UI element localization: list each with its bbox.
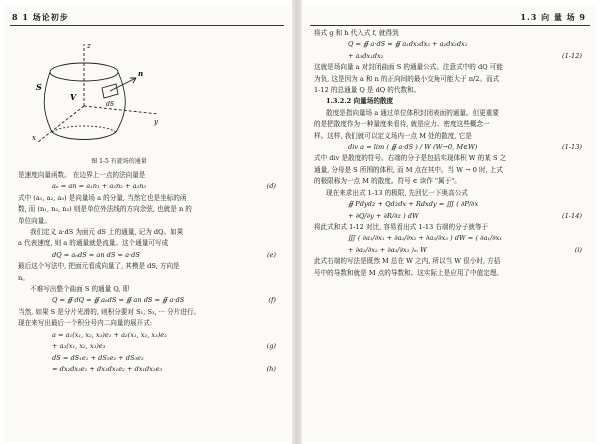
book-gutter bbox=[292, 0, 302, 444]
text-line: 的是把散度作为一种量度来看待, 就是应力、密度这些概念一 bbox=[314, 120, 490, 129]
equation-line bbox=[314, 51, 586, 62]
text-line: 散度是指向量场 a 通过单位体积封闭表面的通量。但更重要 bbox=[326, 108, 499, 117]
text-line: 是速度向量函数。 在边界上一点的法向量是 bbox=[18, 171, 146, 179]
equation-text: Q = ∯ dQ = ∯ aₙdS = ∯ an dS = ∯ a·dS bbox=[52, 296, 185, 305]
equation-text: aₙ = an = a₁n₁ + a₂n₂ + a₃n₃ bbox=[52, 182, 147, 191]
equation-text: ∭ ( ∂a₁/∂x₁ + ∂a₂/∂x₂ + ∂a₃/∂x₃ ) dW = ( ∂a₁/∂x₁ bbox=[348, 234, 503, 243]
equation-line bbox=[18, 364, 280, 375]
equation-number: (1-13) bbox=[562, 143, 582, 152]
text-line: 号中的导数和就是 M 点的导数和。这实际上是应用了中值定理。 bbox=[314, 268, 503, 277]
equation-text: Q = ∯ a·dS = ∯ a₁dx₂dx₃ + a₂dx₃dx₁ bbox=[348, 40, 468, 49]
fig-label-y: y bbox=[154, 118, 158, 126]
text-line: 最后这个写法中, 把面元看成向量了, 其模是 dS, 方向是 bbox=[18, 262, 180, 271]
text-line: 式中 div 是散度的符号。右端的分子是包括实现体积 W 的某 S 之 bbox=[314, 154, 507, 163]
header-rule bbox=[10, 25, 284, 26]
equation-text: dS = dS₁e₁ + dS₂e₂ + dS₃e₃ bbox=[52, 353, 144, 362]
text-line: 现在来写出最后一个积分号内二向量的展开式: bbox=[18, 319, 153, 328]
equation-line bbox=[314, 199, 586, 210]
equation-number: (g) bbox=[266, 342, 276, 351]
equation-line bbox=[18, 295, 280, 306]
equation-line bbox=[18, 250, 280, 261]
equation-text: ∯ Pdydz + Qdzdx + Rdxdy = ∭ ( ∂P/∂x bbox=[348, 200, 479, 209]
equation-text: div a = lim ( ∯ a·dS ) / W (W→0, M∈W) bbox=[348, 143, 478, 152]
equation-line bbox=[314, 211, 586, 222]
equation-line bbox=[18, 330, 280, 341]
fig-label-ds: dS bbox=[106, 101, 114, 108]
text-line: 单位向量。 bbox=[18, 216, 51, 225]
right-page bbox=[304, 6, 596, 442]
text-line: 此式右端的写法是既然 M 总在 W 之内, 所以当 W 很小时, 方括 bbox=[314, 257, 501, 266]
equation-text: + ∂Q/∂y + ∂R/∂z ) dW bbox=[348, 211, 419, 220]
header-rule bbox=[310, 25, 590, 26]
left-page-body bbox=[18, 170, 280, 375]
text-line: 这就是场向量 a 对封闭曲面 S 的通量公式。注意式中的 dQ 可能 bbox=[314, 63, 503, 72]
equation-line bbox=[314, 39, 586, 50]
barrel-bottom-hidden bbox=[52, 126, 116, 132]
figure-caption: 图 1-5 有旋场的通量 bbox=[91, 158, 147, 165]
flux-figure bbox=[24, 40, 164, 152]
left-page-header: 8 1 场论初步 bbox=[12, 12, 69, 22]
equation-line bbox=[314, 142, 586, 153]
equation-number: (d) bbox=[266, 182, 276, 191]
text-line: a 代表速度, 则 a 的通量就是流量。这个通量可写成 bbox=[18, 239, 169, 248]
y-axis bbox=[84, 106, 158, 114]
fig-label-v: V bbox=[70, 92, 77, 102]
equation-line bbox=[314, 245, 586, 256]
text-line: 的极限称为一点 M 的散度。符号 ∈ 读作 "属于"。 bbox=[314, 177, 461, 186]
section-heading: 1.3.2.2 向量场的散度 bbox=[326, 97, 394, 106]
equation-text: + a₃dx₁dx₂ bbox=[348, 51, 384, 60]
equation-line bbox=[18, 353, 280, 364]
equation-number: (1-12) bbox=[562, 51, 582, 60]
text-line: 式中 (a₁, a₂, a₃) 是向量场 a 的分量, 当然它也是坐标的函 bbox=[18, 193, 187, 202]
equation-text: = dx₂dx₃e₁ + dx₃dx₁e₂ + dx₁dx₂e₃ bbox=[52, 364, 163, 373]
text-line: 现在来求出式 1-13 的极限, 先回忆一下奥高公式 bbox=[326, 188, 468, 197]
text-line: 我们定义 a·dS 为面元 dS 上的通量, 记为 dQ。如果 bbox=[30, 228, 184, 237]
text-line: 通量, 分母是 S 所围的体积, 而 M 点在其中。当 W → 0 时, 上式 bbox=[314, 165, 503, 174]
equation-number: (f) bbox=[268, 296, 276, 305]
barrel-left-side bbox=[44, 72, 52, 132]
text-line: 将式 g 和 h 代入式 f, 就得到 bbox=[314, 29, 399, 37]
right-page-body bbox=[314, 28, 586, 279]
equation-text: + ∂a₂/∂x₂ + ∂a₃/∂x₃ )ₘ W bbox=[348, 245, 427, 254]
text-line: 不难写出整个曲面 S 的通量 Q, 即 bbox=[30, 285, 130, 294]
text-line: 为负, 这是因为 a 和 n 的正向间的最小交角可能大于 π/2。而式 bbox=[314, 74, 500, 83]
right-page-header: 1.3 向 量 场 9 bbox=[520, 12, 586, 22]
barrel-right-side bbox=[116, 72, 125, 132]
equation-number: (e) bbox=[266, 250, 276, 259]
equation-line bbox=[314, 233, 586, 244]
left-page bbox=[4, 6, 290, 442]
equation-text: + a₃(x₁, x₂, x₃)e₃ bbox=[52, 342, 106, 351]
equation-number: (h) bbox=[266, 364, 276, 373]
equation-line bbox=[18, 181, 280, 192]
fig-label-z: z bbox=[87, 42, 91, 50]
equation-number: (i) bbox=[574, 245, 582, 254]
equation-number: (1-14) bbox=[562, 211, 582, 220]
fig-label-x: x bbox=[32, 134, 36, 142]
text-line: 1-12 的总通量 Q 是 dQ 的代数和。 bbox=[314, 86, 421, 95]
text-line: n。 bbox=[18, 273, 29, 282]
text-line: 数, 而 (n₁, n₂, n₃) 则是单位外法线的方向余弦, 也就是 n 的 bbox=[18, 205, 192, 214]
equation-line bbox=[18, 341, 280, 352]
text-line: 将此式和式 1-12 对比, 容易看出式 1-13 右端的分子就等于 bbox=[314, 222, 489, 231]
fig-label-n: n bbox=[138, 69, 144, 78]
text-line: 样。这样, 我们就可以定义场内一点 M 处的散度, 它是 bbox=[314, 131, 472, 140]
equation-text: a = a₁(x₁, x₂, x₃)e₁ + a₂(x₁, x₂, x₃)e₂ bbox=[52, 330, 167, 339]
fig-label-s: S bbox=[36, 82, 42, 92]
equation-text: dQ = aₙdS = an dS = a·dS bbox=[52, 250, 140, 259]
text-line: 当然, 如果 S 是分片光滑的, 则积分要对 S₁, S₂, ··· 分片进行。 bbox=[18, 307, 201, 316]
barrel-bottom-rim bbox=[52, 132, 116, 140]
